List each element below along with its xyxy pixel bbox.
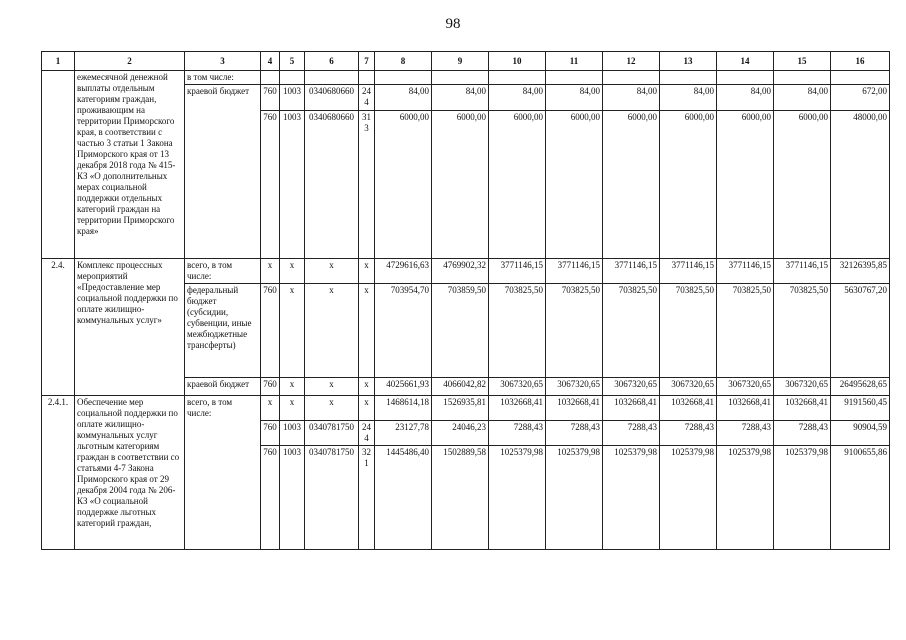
amount-cell: 6000,00: [546, 111, 603, 259]
table-row: [42, 259, 890, 284]
code-cell: x: [280, 284, 305, 378]
amount-cell: 1502889,58: [432, 445, 489, 549]
amount-cell: 1526935,81: [432, 396, 489, 421]
amount-cell: 6000,00: [774, 111, 831, 259]
code-cell: 244: [359, 85, 375, 111]
code-cell: 1003: [280, 85, 305, 111]
code-cell: x: [359, 284, 375, 378]
amount-cell: 84,00: [432, 85, 489, 111]
code-cell: x: [359, 259, 375, 284]
amount-cell: 48000,00: [831, 111, 890, 259]
amount-cell: 672,00: [831, 85, 890, 111]
amount-cell: 703859,50: [432, 284, 489, 378]
code-cell: x: [359, 378, 375, 396]
amount-cell: 84,00: [375, 85, 432, 111]
amount-cell: 7288,43: [660, 420, 717, 445]
funding-source: федеральный бюджет (субсидии, субвенции, иные межбюджетные трансферты): [185, 284, 261, 378]
amount-cell: 7288,43: [774, 420, 831, 445]
amount-cell: 3771146,15: [546, 259, 603, 284]
header-cell: 1: [42, 52, 75, 71]
amount-cell: 4066042,82: [432, 378, 489, 396]
amount-cell: 6000,00: [432, 111, 489, 259]
amount-cell: 1025379,98: [717, 445, 774, 549]
amount-cell: 6000,00: [660, 111, 717, 259]
code-cell: x: [280, 378, 305, 396]
amount-cell: 7288,43: [546, 420, 603, 445]
row-description: Комплекс процессных мероприятий «Предоставление мер социальной поддержки по оплате жилищно-коммунальных услуг»: [75, 259, 185, 396]
amount-cell: 3067320,65: [717, 378, 774, 396]
header-cell: 3: [185, 52, 261, 71]
amount-cell: 4025661,93: [375, 378, 432, 396]
amount-cell: 24046,23: [432, 420, 489, 445]
amount-cell: 1468614,18: [375, 396, 432, 421]
amount-cell: 23127,78: [375, 420, 432, 445]
amount-cell: 7288,43: [717, 420, 774, 445]
amount-cell: [546, 71, 603, 85]
code-cell: x: [305, 396, 359, 421]
code-cell: 1003: [280, 111, 305, 259]
table-row: [42, 71, 890, 85]
amount-cell: 3067320,65: [546, 378, 603, 396]
amount-cell: 1025379,98: [774, 445, 831, 549]
code-cell: 760: [261, 420, 280, 445]
code-cell: [280, 71, 305, 85]
amount-cell: 703954,70: [375, 284, 432, 378]
code-cell: 760: [261, 284, 280, 378]
amount-cell: 5630767,20: [831, 284, 890, 378]
amount-cell: 4769902,32: [432, 259, 489, 284]
code-cell: [261, 71, 280, 85]
amount-cell: [375, 71, 432, 85]
amount-cell: 3771146,15: [717, 259, 774, 284]
amount-cell: 3771146,15: [603, 259, 660, 284]
row-number: [42, 71, 75, 259]
amount-cell: 703825,50: [546, 284, 603, 378]
code-cell: x: [305, 378, 359, 396]
amount-cell: [774, 71, 831, 85]
amount-cell: 84,00: [660, 85, 717, 111]
header-cell: 15: [774, 52, 831, 71]
amount-cell: 26495628,65: [831, 378, 890, 396]
code-cell: 321: [359, 445, 375, 549]
amount-cell: 1032668,41: [546, 396, 603, 421]
amount-cell: 6000,00: [717, 111, 774, 259]
funding-source: всего, в том числе:: [185, 396, 261, 421]
amount-cell: 6000,00: [489, 111, 546, 259]
amount-cell: 9100655,86: [831, 445, 890, 549]
amount-cell: 3067320,65: [660, 378, 717, 396]
funding-source: в том числе:: [185, 71, 261, 85]
code-cell: [305, 71, 359, 85]
header-cell: 2: [75, 52, 185, 71]
code-cell: x: [359, 396, 375, 421]
amount-cell: 6000,00: [603, 111, 660, 259]
amount-cell: 1025379,98: [546, 445, 603, 549]
funding-source: [185, 111, 261, 259]
amount-cell: [489, 71, 546, 85]
amount-cell: 84,00: [774, 85, 831, 111]
amount-cell: 7288,43: [603, 420, 660, 445]
amount-cell: 703825,50: [660, 284, 717, 378]
code-cell: x: [261, 259, 280, 284]
header-cell: 14: [717, 52, 774, 71]
header-cell: 12: [603, 52, 660, 71]
row-description: ежемесячной денежной выплаты отдельным категориям граждан, проживающим на территории Приморского края, в соответствии с частью 3 статьи 1 Закона Приморского края от 13 декабря 2018 года № 415-КЗ «О дополнительных мерах социальной поддержки отдельных категорий граждан на территории Приморского края»: [75, 71, 185, 259]
header-row: [42, 52, 890, 71]
header-cell: 5: [280, 52, 305, 71]
budget-table: [41, 51, 890, 550]
header-cell: 11: [546, 52, 603, 71]
header-cell: 8: [375, 52, 432, 71]
code-cell: 760: [261, 445, 280, 549]
code-cell: 0340781750: [305, 420, 359, 445]
amount-cell: 3771146,15: [774, 259, 831, 284]
code-cell: 1003: [280, 420, 305, 445]
amount-cell: [831, 71, 890, 85]
amount-cell: 1025379,98: [660, 445, 717, 549]
amount-cell: 4729616,63: [375, 259, 432, 284]
amount-cell: 3771146,15: [489, 259, 546, 284]
amount-cell: 1025379,98: [489, 445, 546, 549]
amount-cell: 6000,00: [375, 111, 432, 259]
amount-cell: 1025379,98: [603, 445, 660, 549]
amount-cell: [660, 71, 717, 85]
amount-cell: 9191560,45: [831, 396, 890, 421]
code-cell: 244: [359, 420, 375, 445]
amount-cell: 3771146,15: [660, 259, 717, 284]
code-cell: 760: [261, 111, 280, 259]
code-cell: x: [280, 396, 305, 421]
code-cell: 0340781750: [305, 445, 359, 549]
header-cell: 4: [261, 52, 280, 71]
header-cell: 9: [432, 52, 489, 71]
amount-cell: 84,00: [489, 85, 546, 111]
funding-source: краевой бюджет: [185, 85, 261, 111]
funding-source: краевой бюджет: [185, 378, 261, 396]
code-cell: x: [305, 284, 359, 378]
funding-source: [185, 420, 261, 445]
amount-cell: 84,00: [603, 85, 660, 111]
code-cell: x: [305, 259, 359, 284]
table-row: [42, 396, 890, 421]
amount-cell: 3067320,65: [603, 378, 660, 396]
amount-cell: 3067320,65: [489, 378, 546, 396]
amount-cell: 1032668,41: [774, 396, 831, 421]
amount-cell: 3067320,65: [774, 378, 831, 396]
row-number: 2.4.: [42, 259, 75, 396]
code-cell: [359, 71, 375, 85]
amount-cell: 84,00: [546, 85, 603, 111]
code-cell: x: [280, 259, 305, 284]
code-cell: x: [261, 396, 280, 421]
amount-cell: 703825,50: [774, 284, 831, 378]
code-cell: 760: [261, 85, 280, 111]
header-cell: 6: [305, 52, 359, 71]
funding-source: всего, в том числе:: [185, 259, 261, 284]
code-cell: 1003: [280, 445, 305, 549]
page-number: 98: [445, 16, 461, 32]
row-description: Обеспечение мер социальной поддержки по оплате жилищно-коммунальных услуг льготным категориям граждан в соответствии со статьями 4-7 Закона Приморского края от 29 декабря 2004 года № 206-КЗ «О социальной поддержке льготных категорий граждан,: [75, 396, 185, 550]
header-cell: 16: [831, 52, 890, 71]
funding-source: [185, 445, 261, 549]
amount-cell: [432, 71, 489, 85]
amount-cell: 84,00: [717, 85, 774, 111]
amount-cell: 32126395,85: [831, 259, 890, 284]
amount-cell: [603, 71, 660, 85]
amount-cell: 1032668,41: [603, 396, 660, 421]
amount-cell: 703825,50: [489, 284, 546, 378]
header-cell: 13: [660, 52, 717, 71]
header-cell: 10: [489, 52, 546, 71]
amount-cell: 7288,43: [489, 420, 546, 445]
amount-cell: 1032668,41: [717, 396, 774, 421]
row-number: 2.4.1.: [42, 396, 75, 550]
amount-cell: 90904,59: [831, 420, 890, 445]
code-cell: 313: [359, 111, 375, 259]
amount-cell: 1445486,40: [375, 445, 432, 549]
amount-cell: 703825,50: [717, 284, 774, 378]
amount-cell: [717, 71, 774, 85]
amount-cell: 1032668,41: [660, 396, 717, 421]
code-cell: 0340680660: [305, 85, 359, 111]
header-cell: 7: [359, 52, 375, 71]
code-cell: 760: [261, 378, 280, 396]
code-cell: 0340680660: [305, 111, 359, 259]
amount-cell: 703825,50: [603, 284, 660, 378]
amount-cell: 1032668,41: [489, 396, 546, 421]
